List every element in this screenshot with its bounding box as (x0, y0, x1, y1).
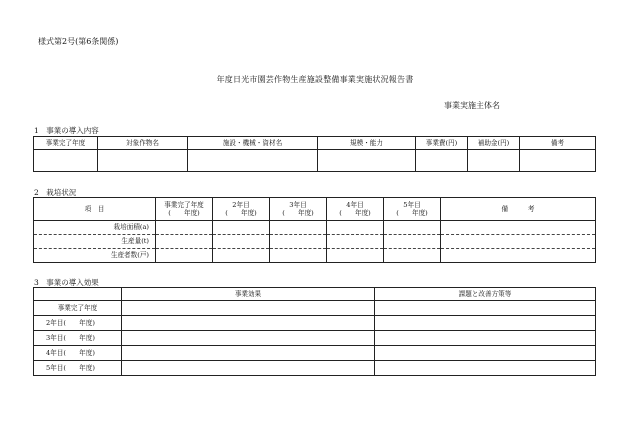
year-label: 3年目 (289, 200, 307, 209)
table-header-row (34, 288, 596, 301)
input-cell[interactable] (213, 249, 270, 263)
form-number: 様式第2号(第6条関係) (38, 37, 119, 46)
input-cell[interactable] (122, 301, 375, 316)
input-cell[interactable] (156, 221, 213, 235)
header-crop-name: 対象作物名 (98, 137, 188, 150)
input-cell[interactable] (375, 361, 596, 376)
input-cell[interactable] (375, 301, 596, 316)
row-label-year-3: 3年目( 年度) (34, 331, 122, 346)
input-cell[interactable] (384, 221, 441, 235)
row-label-completion-year: 事業完了年度 (34, 301, 122, 316)
input-cell[interactable] (441, 235, 596, 249)
year-label: 事業完了年度 (164, 200, 204, 209)
input-cell[interactable] (213, 235, 270, 249)
table-row (34, 361, 596, 376)
table-header-row (34, 198, 596, 221)
row-label-producers: 生産者数(戸) (34, 249, 156, 263)
header-year-1 (156, 198, 213, 221)
input-cell[interactable] (156, 235, 213, 249)
input-cell[interactable] (213, 221, 270, 235)
header-year-4 (327, 198, 384, 221)
fiscal-year-placeholder: ( 年度) (225, 209, 257, 217)
header-issues-improvements: 課題と改善方策等 (375, 288, 596, 301)
introduction-table (33, 136, 596, 172)
fiscal-year-placeholder: ( 年度) (282, 209, 314, 217)
input-cell[interactable] (270, 221, 327, 235)
header-project-effect: 事業効果 (122, 288, 375, 301)
table-header-row (34, 137, 596, 150)
input-cell[interactable] (98, 150, 188, 172)
input-cell[interactable] (375, 346, 596, 361)
header-blank (34, 288, 122, 301)
row-label-year-2: 2年目( 年度) (34, 316, 122, 331)
year-label: 2年目 (232, 200, 250, 209)
header-year-5 (384, 198, 441, 221)
input-cell[interactable] (327, 235, 384, 249)
header-remarks: 備 考 (441, 198, 596, 221)
header-completion-year: 事業完了年度 (34, 137, 98, 150)
header-year-2 (213, 198, 270, 221)
table-row (34, 346, 596, 361)
section1-heading: 1 事業の導入内容 (34, 126, 99, 135)
fiscal-year-placeholder: ( 年度) (339, 209, 371, 217)
input-cell[interactable] (375, 316, 596, 331)
header-scale-capacity: 規模・能力 (318, 137, 416, 150)
header-facility-name: 施設・機械・資材名 (188, 137, 318, 150)
input-cell[interactable] (384, 235, 441, 249)
header-year-3 (270, 198, 327, 221)
fiscal-year-placeholder: ( 年度) (396, 209, 428, 217)
table-row (34, 150, 596, 172)
effects-table (33, 287, 596, 376)
input-cell[interactable] (270, 249, 327, 263)
cultivation-table (33, 197, 596, 263)
input-cell[interactable] (122, 331, 375, 346)
header-item: 項 目 (34, 198, 156, 221)
input-cell[interactable] (34, 150, 98, 172)
table-row (34, 249, 596, 263)
input-cell[interactable] (441, 221, 596, 235)
year-label: 4年目 (346, 200, 364, 209)
row-label-production: 生産量(t) (34, 235, 156, 249)
header-subsidy: 補助金(円) (468, 137, 520, 150)
input-cell[interactable] (122, 316, 375, 331)
table-row (34, 331, 596, 346)
input-cell[interactable] (188, 150, 318, 172)
fiscal-year-placeholder: ( 年度) (168, 209, 200, 217)
input-cell[interactable] (416, 150, 468, 172)
row-label-year-4: 4年目( 年度) (34, 346, 122, 361)
table-row (34, 301, 596, 316)
input-cell[interactable] (375, 331, 596, 346)
table-row (34, 221, 596, 235)
input-cell[interactable] (318, 150, 416, 172)
input-cell[interactable] (327, 249, 384, 263)
input-cell[interactable] (384, 249, 441, 263)
section3-heading: 3 事業の導入効果 (34, 278, 99, 287)
input-cell[interactable] (441, 249, 596, 263)
input-cell[interactable] (468, 150, 520, 172)
year-label: 5年目 (403, 200, 421, 209)
input-cell[interactable] (270, 235, 327, 249)
input-cell[interactable] (520, 150, 596, 172)
input-cell[interactable] (327, 221, 384, 235)
input-cell[interactable] (122, 361, 375, 376)
row-label-area: 栽培面積(a) (34, 221, 156, 235)
header-project-cost: 事業費(円) (416, 137, 468, 150)
page-title: 年度日光市園芸作物生産施設整備事業実施状況報告書 (216, 75, 414, 84)
row-label-year-5: 5年目( 年度) (34, 361, 122, 376)
table-row (34, 235, 596, 249)
header-remarks: 備考 (520, 137, 596, 150)
input-cell[interactable] (122, 346, 375, 361)
implementer-label: 事業実施主体名 (444, 101, 500, 110)
section2-heading: 2 栽培状況 (34, 188, 77, 197)
table-row (34, 316, 596, 331)
input-cell[interactable] (156, 249, 213, 263)
